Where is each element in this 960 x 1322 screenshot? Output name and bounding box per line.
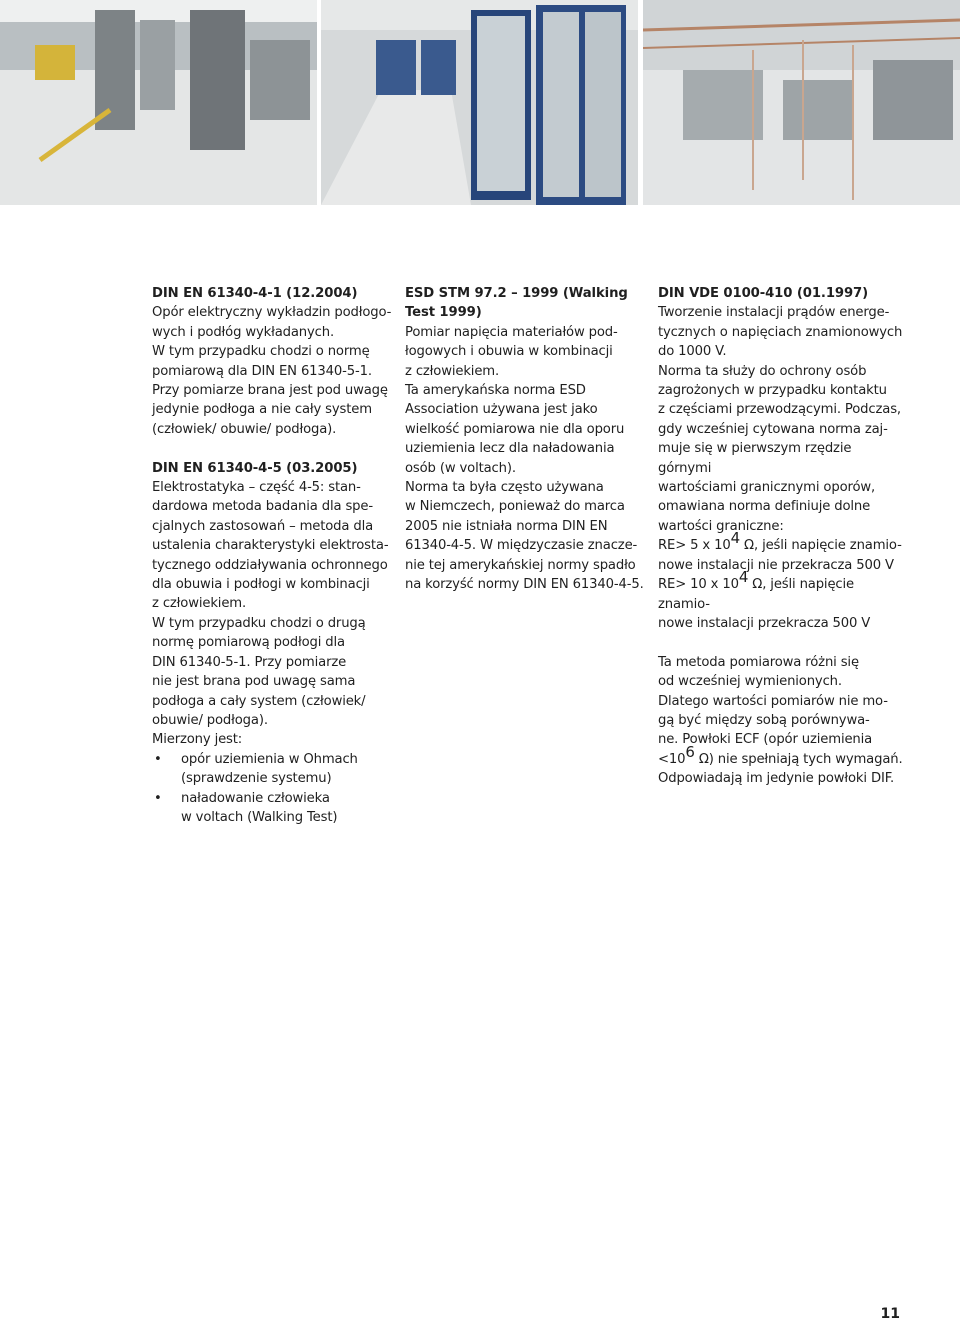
text-line: Elektrostatyka – część 4-5: stan- [152,480,361,496]
heading-din-en-61340-4-5: DIN EN 61340-4-5 (03.2005) [152,460,358,476]
text-line: nowe instalacji nie przekracza 500 V [658,557,894,573]
text-line: zagrożonych w przypadku kontaktu [658,383,887,399]
photo-workstations [643,0,960,205]
text-line: Ta metoda pomiarowa różni się [658,654,859,670]
text-line: uziemienia lecz dla naładowania [405,441,615,457]
column-1 [152,284,392,827]
text-line: gdy wcześniej cytowana norma zaj- [658,421,888,437]
text-line: gą być między sobą porównywa- [658,712,870,728]
list-item [152,789,392,808]
text-line: (człowiek/ obuwie/ podłoga). [152,421,337,437]
text-line: pomiarową dla DIN EN 61340-5-1. [152,363,372,379]
text-line: normę pomiarową podłogi dla [152,635,345,651]
text-line: osób (w voltach). [405,460,516,476]
text-line: wartości graniczne: [658,518,784,534]
text-line: podłoga a cały system (człowiek/ [152,693,366,709]
text-line: wartościami granicznymi oporów, [658,480,876,496]
heading-esd-stm-97-2: ESD STM 97.2 – 1999 (Walking [405,286,628,301]
text-line: dla obuwia i podłogi w kombinacji [152,577,370,593]
text-line: ne. Powłoki ECF (opór uziemienia [658,732,873,748]
text-line: wielkość pomiarowa nie dla oporu [405,421,625,437]
text-line: 61340-4-5. W międzyczasie znacze- [405,538,638,554]
text-line: nowe instalacji przekracza 500 V [658,615,871,631]
text-line: Opór elektryczny wykładzin podłogo- [152,305,392,321]
text-line: omawiana norma definiuje dolne [658,499,871,515]
text-line: jedynie podłoga a nie cały system [152,402,372,418]
bullet-text: opór uziemienia w Ohmach [181,751,358,767]
photo-factory-floor [0,0,317,205]
column-2 [405,284,649,595]
text-line: z człowiekiem. [152,596,247,612]
text-line: Odpowiadają im jedynie powłoki DIF. [658,771,895,787]
text-line: od wcześniej wymienionych. [658,674,842,690]
bullet-icon: • [154,790,162,806]
column-3 [658,284,906,789]
text-line: z człowiekiem. [405,363,500,379]
bullet-text: (sprawdzenie systemu) [181,771,332,787]
text-line: ustalenia charakterystyki elektrosta- [152,538,389,554]
photo-corridor [321,0,638,205]
text-line: z częściami przewodzącymi. Podczas, [658,402,901,418]
text-line: do 1000 V. [658,344,727,360]
text-line: wych i podłóg wykładanych. [152,324,335,340]
text-line: Przy pomiarze brana jest pod uwagę [152,383,388,399]
text-line: łogowych i obuwia w kombinacji [405,344,613,360]
bullet-list [152,750,392,828]
text-line: nie jest brana pod uwagę sama [152,674,356,690]
bullet-text: w voltach (Walking Test) [181,809,338,825]
text-line: obuwie/ podłoga). [152,712,268,728]
heading-esd-stm-97-2-cont: Test 1999) [405,305,482,321]
text-line: Association używana jest jako [405,402,598,418]
text-line: dardowa metoda badania dla spe- [152,499,373,515]
text-line: cjalnych zastosowań – metoda dla [152,518,374,534]
re-limit-1: RE> 5 x $10^4$ Ω, jeśli napięcie znamio- [658,529,902,554]
text-line: Mierzony jest: [152,732,243,748]
text-line: DIN 61340-5-1. Przy pomiarze [152,654,347,670]
text-line: Tworzenie instalacji prądów energe- [658,305,890,321]
text-line: tycznego oddziaływania ochronnego [152,557,388,573]
page-number: 11 [880,1306,900,1322]
list-item [152,808,392,827]
text-line: W tym przypadku chodzi o drugą [152,615,366,631]
bullet-icon: • [154,751,162,767]
text-line: tycznych o napięciach znamionowych [658,324,903,340]
text-line: Norma ta służy do ochrony osób [658,363,867,379]
text-line: na korzyść normy DIN EN 61340-4-5. [405,577,644,593]
text-line: nie tej amerykańskiej normy spadło [405,557,636,573]
text-line: Norma ta była często używana [405,480,604,496]
text-line: Pomiar napięcia materiałów pod- [405,324,618,340]
list-item [152,769,392,788]
heading-din-en-61340-4-1: DIN EN 61340-4-1 (12.2004) [152,286,358,301]
ecf-limit: $<10^6$ Ω) nie spełniają tych wymagań. [658,742,903,767]
text-line: w Niemczech, ponieważ do marca [405,499,625,515]
text-line: Ta amerykańska norma ESD [405,383,586,399]
text-line: Dlatego wartości pomiarów nie mo- [658,693,888,709]
re-limit-2: RE> 10 x $10^4$ Ω, jeśli napięcie znamio- [658,568,854,612]
bullet-text: naładowanie człowieka [181,790,330,806]
heading-din-vde-0100-410: DIN VDE 0100-410 (01.1997) [658,286,869,301]
text-line: 2005 nie istniała norma DIN EN [405,518,608,534]
list-item [152,750,392,769]
text-line: W tym przypadku chodzi o normę [152,344,370,360]
text-line: muje się w pierwszym rzędzie górnymi [658,441,852,476]
